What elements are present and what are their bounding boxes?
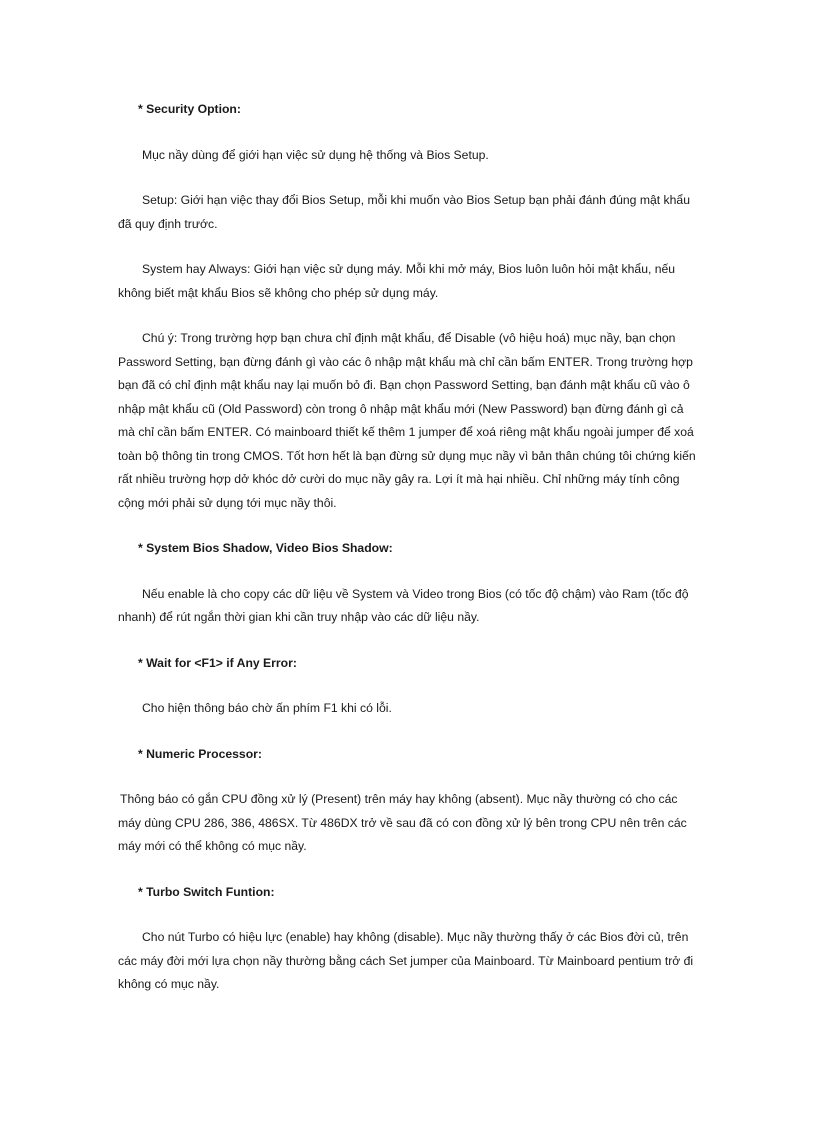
paragraph: Nếu enable là cho copy các dữ liệu về System và Video trong Bios (có tốc độ chậm) vào Ram (tốc độ nhanh) để rút ngắn thời gian khi cần truy nhập vào các dữ liệu nầy. [118, 586, 689, 624]
paragraph: Mục nầy dùng để giới hạn việc sử dụng hệ thống và Bios Setup. [142, 147, 489, 162]
paragraph: Cho hiện thông báo chờ ấn phím F1 khi có lỗi. [142, 701, 392, 715]
section-heading-turbo-switch: * Turbo Switch Funtion: [138, 884, 275, 899]
paragraph: System hay Always: Giới hạn việc sử dụng máy. Mỗi khi mở máy, Bios luôn luôn hỏi mật khẩu, nếu không biết mật khẩu Bios sẽ không cho phép sử dụng máy. [118, 262, 676, 300]
paragraph: Setup: Giới hạn việc thay đổi Bios Setup, mỗi khi muốn vào Bios Setup bạn phải đánh đúng mật khẩu đã quy định trước. [118, 193, 690, 231]
paragraph: Cho nút Turbo có hiệu lực (enable) hay không (disable). Mục nầy thường thấy ở các Bios đời củ, trên các máy đời mới lựa chọn nầy thường bằng cách Set jumper của Mainboard. Từ Mainboard pentium trở đi không có mục nầy. [118, 930, 694, 991]
section-heading-bios-shadow: * System Bios Shadow, Video Bios Shadow: [138, 541, 393, 555]
document-page [118, 98, 698, 997]
section-heading-numeric-processor: * Numeric Processor: [138, 746, 262, 761]
paragraph: Chú ý: Trong trường hợp bạn chưa chỉ định mật khẩu, để Disable (vô hiệu hoá) mục nầy, bạn chọn Password Setting, bạn đừng đánh gì vào các ô nhập mật khẩu mà chỉ cần bấm ENTER. Trong trường hợp bạn đã có chỉ định mật khẩu nay lại muốn bỏ đi. Bạn chọn Password Setting, bạn đánh mật khẩu cũ vào ô nhập mật khẩu cũ (Old Password) còn trong ô nhập mật khẩu mới (New Password) bạn đừng đánh gì cả mà chỉ cần bấm ENTER. Có mainboard thiết kế thêm 1 jumper để xoá riêng mật khẩu ngoài jumper để xoá toàn bộ thông tin trong CMOS. Tốt hơn hết là bạn đừng sử dụng mục nầy vì bản thân chúng tôi chứng kiến rất nhiều trường hợp dở khóc dở cười do mục nầy gây ra. Lợi ít mà hại nhiều. Chỉ những máy tính công cộng mới phải sử dụng tới mục nầy thôi. [118, 331, 696, 510]
section-heading-security-option: * Security Option: [138, 102, 241, 116]
paragraph: Thông báo có gắn CPU đồng xử lý (Present) trên máy hay không (absent). Mục nầy thường có cho các máy dùng CPU 286, 386, 486SX. Từ 486DX trở về sau đã có con đồng xử lý bên trong CPU nên trên các máy mới có thể không có mục nầy. [118, 792, 687, 853]
section-heading-wait-for-f1: * Wait for <F1> if Any Error: [138, 655, 297, 670]
